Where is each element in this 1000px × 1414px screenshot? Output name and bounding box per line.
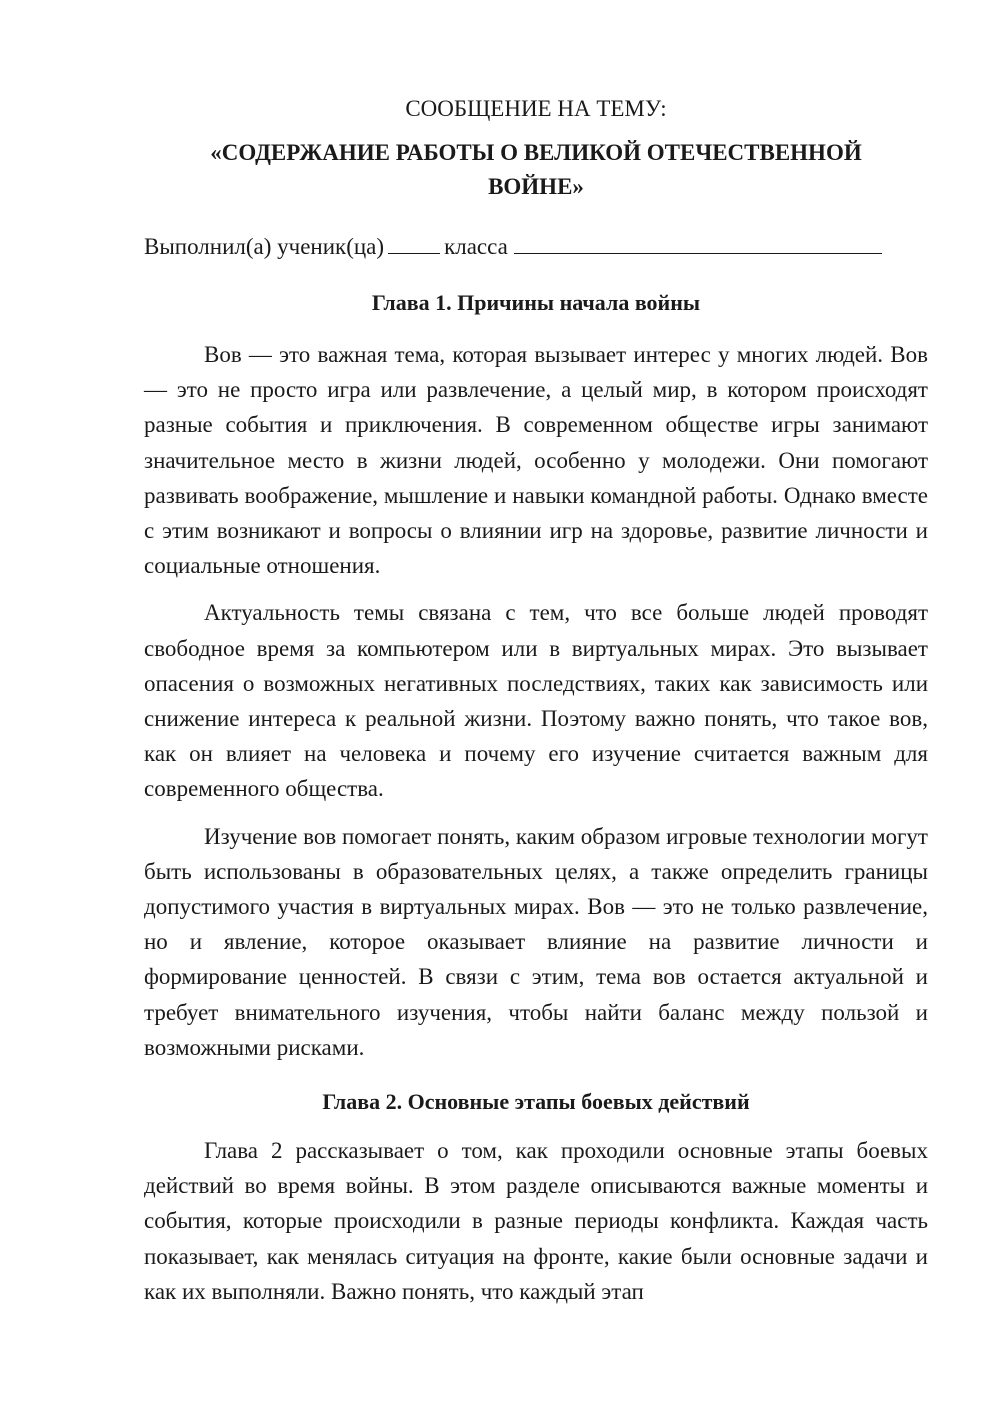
chapter-2-heading: Глава 2. Основные этапы боевых действий: [322, 1089, 750, 1115]
document-title-line-2: ВОЙНЕ»: [488, 174, 584, 199]
document-header: СООБЩЕНИЕ НА ТЕМУ:: [405, 96, 667, 121]
student-name-blank: [514, 233, 882, 254]
chapter-1-paragraph-3: Изучение вов помогает понять, каким образом игровые технологии могут быть использованы в образовательных целях, а также определить границы допустимого участия в виртуальных мирах. Вов — это не только развлечение, но и явление, которое оказывает влияние на развитие личности и формирование ценностей. В связи с этим, тема вов остается актуальной и требует внимательного изучения, чтобы найти баланс между пользой и возможными рисками.: [144, 823, 928, 1060]
document-page: [144, 92, 928, 1309]
signature-class-label: класса: [444, 234, 508, 259]
chapter-1-heading: Глава 1. Причины начала войны: [371, 290, 701, 315]
document-title-line-1: «СОДЕРЖАНИЕ РАБОТЫ О ВЕЛИКОЙ ОТЕЧЕСТВЕННОЙ: [210, 140, 862, 165]
signature-student-label: Выполнил(а) ученик(ца): [144, 234, 385, 259]
chapter-1-paragraph-2: Актуальность темы связана с тем, что все больше людей проводят свободное время за компьютером или в виртуальных мирах. Это вызывает опасения о возможных негативных последствиях, таких как зависимость или снижение интереса к реальной жизни. Поэтому важно понять, что такое вов, как он влияет на человека и почему его изучение считается важным для современного общества.: [144, 600, 928, 802]
document-title: [144, 136, 928, 204]
chapter-1-paragraph-1: Вов — это важная тема, которая вызывает интерес у многих людей. Вов — это не просто игра или развлечение, а целый мир, в котором происходят разные события и приключения. В современном обществе игры занимают значительное место в жизни людей, особенно у молодежи. Они помогают развивать воображение, мышление и навыки командной работы. Однако вместе с этим возникают и вопросы о влиянии игр на здоровье, развитие личности и социальные отношения.: [144, 342, 928, 579]
signature-line: [144, 230, 928, 264]
chapter-2-paragraph-1: Глава 2 рассказывает о том, как проходили основные этапы боевых действий во время войны. В этом разделе описываются важные моменты и события, которые происходили в разные периоды конфликта. Каждая часть показывает, как менялась ситуация на фронте, какие были основные задачи и как их выполняли. Важно понять, что каждый этап: [144, 1138, 928, 1304]
class-number-blank: [388, 233, 440, 254]
